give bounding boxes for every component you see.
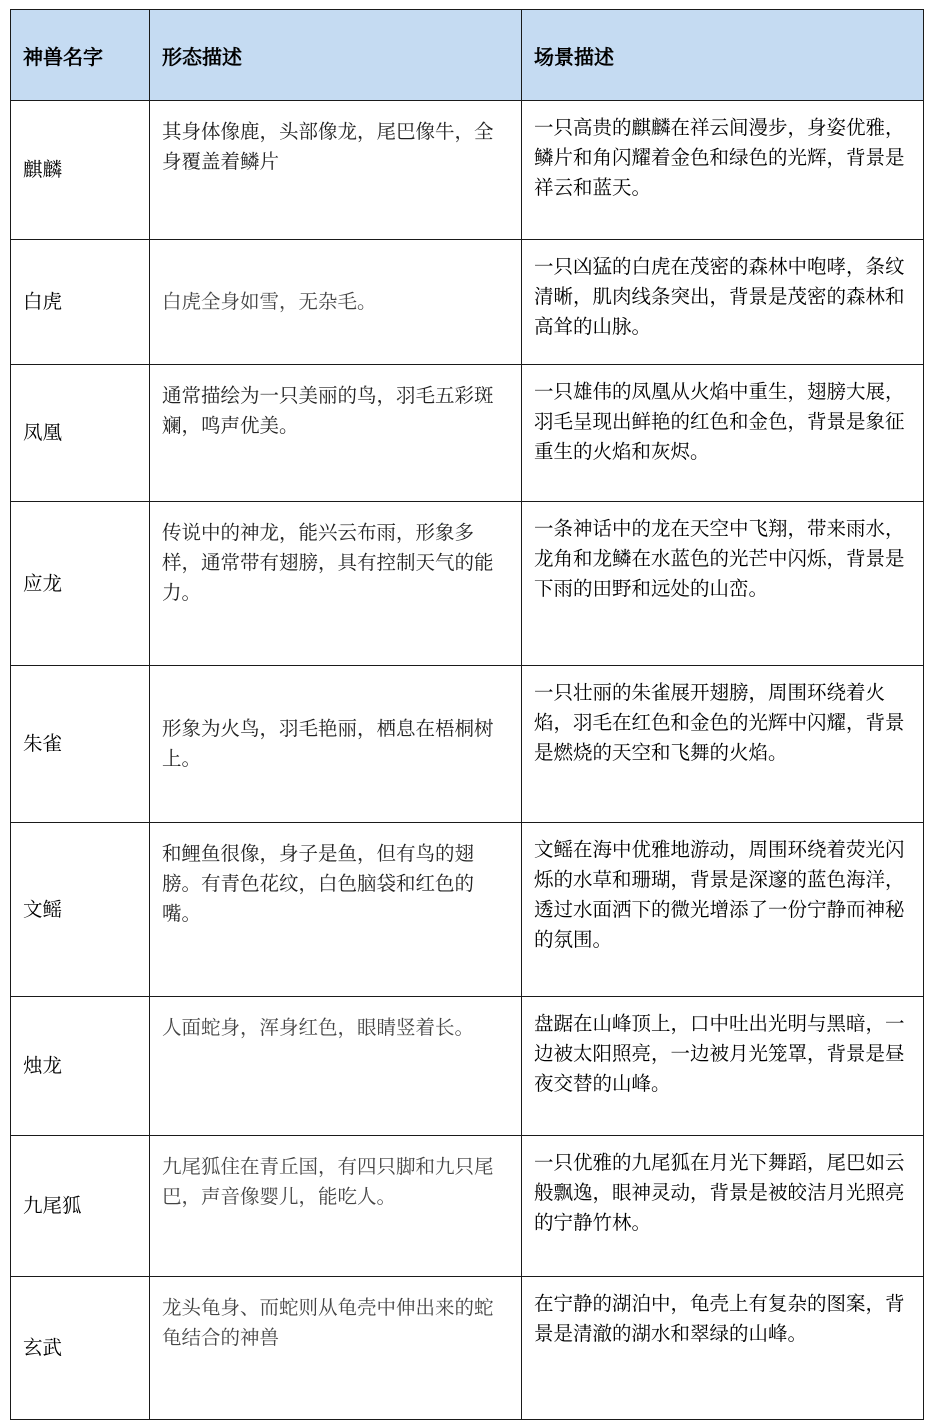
creature-table — [10, 9, 924, 1420]
scene-description: 盘踞在山峰顶上，口中吐出光明与黑暗，一边被太阳照亮，一边被月光笼罩，背景是昼夜交替的山峰。 — [522, 997, 924, 1136]
creature-name: 玄武 — [11, 1277, 150, 1420]
scene-description: 一只壮丽的朱雀展开翅膀，周围环绕着火焰，羽毛在红色和金色的光辉中闪耀，背景是燃烧的天空和飞舞的火焰。 — [522, 666, 924, 823]
creature-name: 应龙 — [11, 502, 150, 666]
creature-name: 麒麟 — [11, 101, 150, 240]
creature-name: 文鳐 — [11, 823, 150, 997]
table-row — [11, 997, 924, 1136]
form-description: 白虎全身如雪，无杂毛。 — [150, 240, 522, 365]
creature-name: 凤凰 — [11, 365, 150, 502]
scene-description: 在宁静的湖泊中，龟壳上有复杂的图案，背景是清澈的湖水和翠绿的山峰。 — [522, 1277, 924, 1420]
form-description: 和鲤鱼很像，身子是鱼，但有鸟的翅膀。有青色花纹，白色脑袋和红色的嘴。 — [150, 823, 522, 997]
table-row — [11, 502, 924, 666]
creature-name: 九尾狐 — [11, 1136, 150, 1277]
header-scene: 场景描述 — [522, 10, 924, 101]
table-row — [11, 240, 924, 365]
scene-description: 文鳐在海中优雅地游动，周围环绕着荧光闪烁的水草和珊瑚，背景是深邃的蓝色海洋，透过水面洒下的微光增添了一份宁静而神秘的氛围。 — [522, 823, 924, 997]
form-description: 其身体像鹿，头部像龙，尾巴像牛，全身覆盖着鳞片 — [150, 101, 522, 240]
header-row — [11, 10, 924, 101]
scene-description: 一只凶猛的白虎在茂密的森林中咆哮，条纹清晰，肌肉线条突出，背景是茂密的森林和高耸的山脉。 — [522, 240, 924, 365]
table-row — [11, 1136, 924, 1277]
header-form: 形态描述 — [150, 10, 522, 101]
scene-description: 一只高贵的麒麟在祥云间漫步，身姿优雅，鳞片和角闪耀着金色和绿色的光辉，背景是祥云和蓝天。 — [522, 101, 924, 240]
creature-name: 白虎 — [11, 240, 150, 365]
table-row — [11, 666, 924, 823]
form-description: 形象为火鸟，羽毛艳丽，栖息在梧桐树上。 — [150, 666, 522, 823]
scene-description: 一条神话中的龙在天空中飞翔，带来雨水，龙角和龙鳞在水蓝色的光芒中闪烁，背景是下雨的田野和远处的山峦。 — [522, 502, 924, 666]
header-name: 神兽名字 — [11, 10, 150, 101]
scene-description: 一只雄伟的凤凰从火焰中重生，翅膀大展，羽毛呈现出鲜艳的红色和金色，背景是象征重生的火焰和灰烬。 — [522, 365, 924, 502]
table-row — [11, 1277, 924, 1420]
table-row — [11, 101, 924, 240]
form-description: 龙头龟身、而蛇则从龟壳中伸出来的蛇龟结合的神兽 — [150, 1277, 522, 1420]
form-description: 通常描绘为一只美丽的鸟，羽毛五彩斑斓，鸣声优美。 — [150, 365, 522, 502]
scene-description: 一只优雅的九尾狐在月光下舞蹈，尾巴如云般飘逸，眼神灵动，背景是被皎洁月光照亮的宁静竹林。 — [522, 1136, 924, 1277]
table-row — [11, 365, 924, 502]
form-description: 九尾狐住在青丘国，有四只脚和九只尾巴，声音像婴儿，能吃人。 — [150, 1136, 522, 1277]
creature-name: 朱雀 — [11, 666, 150, 823]
form-description: 人面蛇身，浑身红色，眼睛竖着长。 — [150, 997, 522, 1136]
form-description: 传说中的神龙，能兴云布雨，形象多样，通常带有翅膀，具有控制天气的能力。 — [150, 502, 522, 666]
table-row — [11, 823, 924, 997]
creature-name: 烛龙 — [11, 997, 150, 1136]
